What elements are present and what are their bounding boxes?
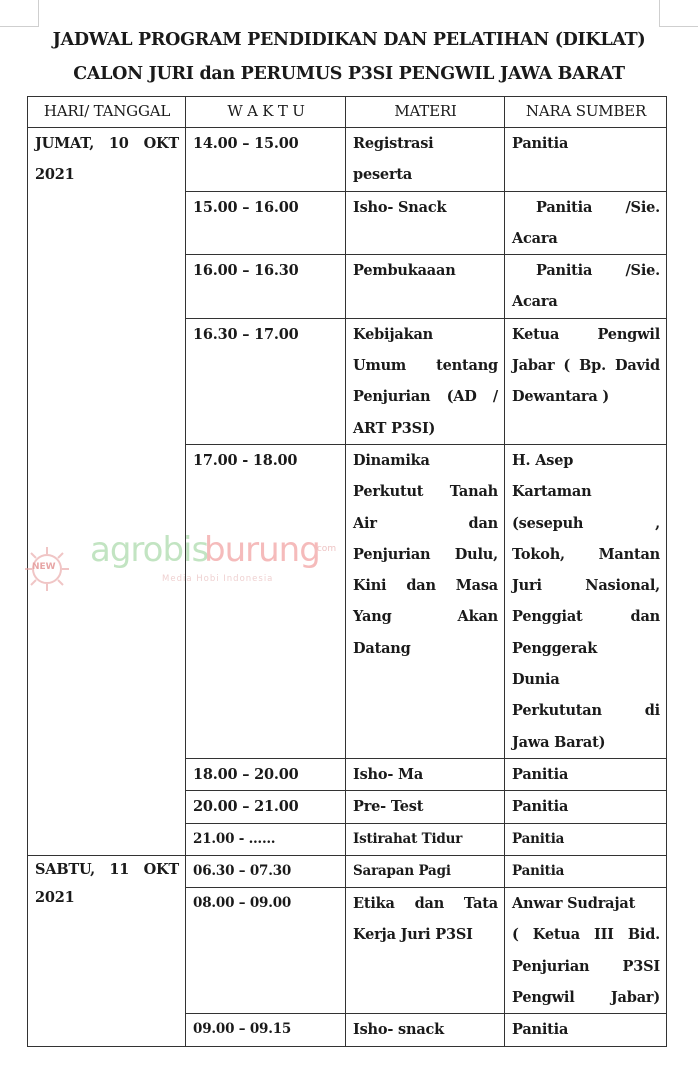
time-cell: 06.30 – 07.30 [186,855,346,887]
time-cell: 20.00 – 21.00 [186,791,346,823]
topic-line: ART P3SI) [353,419,436,437]
topic-line: Registrasi [353,135,434,152]
header-topic: MATERI [346,97,505,128]
time-cell: 18.00 – 20.00 [186,758,346,790]
document-title-line-1: JADWAL PROGRAM PENDIDIKAN DAN PELATIHAN (DIKLAT) [52,30,646,50]
topic-line: Kini dan Masa [353,577,498,595]
topic-line: Penjurian (AD / [353,388,498,406]
speaker-line: Panitia [512,765,569,783]
speaker-line: Panitia [512,862,565,879]
document-title-line-2: CALON JURI dan PERUMUS P3SI PENGWIL JAWA BARAT [73,64,625,84]
topic-line: Perkutut Tanah [353,483,498,501]
time-cell: 16.30 – 17.00 [186,318,346,444]
table-row [28,128,667,192]
speaker-line: Panitia [512,798,569,816]
table-row [28,855,667,887]
speaker-cell [505,255,667,319]
speaker-cell [505,191,667,255]
topic-line: Pembukaaan [353,262,456,280]
speaker-line: Penggerak [512,639,598,657]
table-header-row [28,97,667,128]
speaker-cell [505,1014,667,1046]
speaker-line: ( Ketua III Bid. [512,926,660,944]
topic-cell [346,855,505,887]
topic-cell [346,191,505,255]
speaker-cell [505,791,667,823]
speaker-line: Penggiat dan [512,608,660,626]
speaker-line: Panitia [512,135,569,152]
topic-line: Sarapan Pagi [353,862,451,879]
topic-line: peserta [353,166,413,184]
topic-line: Isho- Snack [353,198,447,216]
day-line: 2021 [35,888,75,906]
speaker-line: Juri Nasional, [512,577,660,595]
time-cell: 21.00 - …… [186,823,346,855]
day-line: JUMAT, 10 OKT [35,135,179,152]
watermark-badge: NEW [32,562,56,572]
topic-line: Dinamika [353,451,430,469]
topic-line: Air dan [353,514,498,532]
day-cell-saturday [28,855,186,1046]
header-time: W A K T U [186,97,346,128]
speaker-line: Acara [512,293,558,311]
speaker-line: H. Asep [512,451,574,469]
topic-cell [346,444,505,758]
header-day: HARI/ TANGGAL [28,97,186,128]
speaker-line: Tokoh, Mantan [512,545,660,563]
day-cell-friday [28,128,186,856]
topic-cell [346,791,505,823]
speaker-cell [505,758,667,790]
topic-cell [346,1014,505,1046]
time-cell: 16.00 – 16.30 [186,255,346,319]
time-cell: 17.00 - 18.00 [186,444,346,758]
watermark-tagline: Media Hobi Indonesia [162,574,274,584]
header-speaker: NARA SUMBER [505,97,667,128]
speaker-line: (sesepuh , [512,514,660,532]
topic-line: Kebijakan [353,325,433,343]
topic-line: Kerja Juri P3SI [353,926,473,944]
speaker-line: Ketua Pengwil [512,325,660,343]
speaker-line: Acara [512,229,558,247]
topic-line: Datang [353,639,411,657]
topic-cell [346,318,505,444]
watermark-agro: agrobis [90,530,209,570]
topic-line: Yang Akan [353,608,498,626]
topic-line: Isho- snack [353,1021,445,1039]
speaker-line: Panitia [512,830,565,847]
speaker-line: Kartaman [512,483,592,501]
speaker-cell [505,128,667,192]
watermark-domain: .com [314,544,337,554]
topic-cell [346,758,505,790]
speaker-line: Panitia /Sie. [536,198,660,216]
day-line: SABTU, 11 OKT [35,860,179,878]
speaker-line: Panitia /Sie. [536,262,660,280]
topic-line: Pre- Test [353,798,424,816]
schedule-table [27,96,667,1047]
speaker-line: Dunia [512,671,560,689]
speaker-line: Dewantara ) [512,388,610,406]
page-corner-right [659,0,698,27]
topic-line: Istirahat Tidur [353,830,463,847]
speaker-cell [505,318,667,444]
speaker-line: Jabar ( Bp. David [512,357,660,375]
time-cell: 15.00 – 16.00 [186,191,346,255]
speaker-line: Perkututan di [512,702,660,720]
topic-line: Isho- Ma [353,765,424,783]
speaker-cell [505,444,667,758]
speaker-line: Pengwil Jabar) [512,989,660,1007]
topic-cell [346,255,505,319]
page-corner-left [0,0,39,27]
time-cell: 14.00 – 15.00 [186,128,346,192]
speaker-line: Panitia [512,1021,569,1039]
speaker-cell [505,855,667,887]
speaker-line: Anwar Sudrajat [512,895,636,913]
speaker-line: Jawa Barat) [512,733,606,751]
topic-line: Penjurian Dulu, [353,545,498,563]
time-cell: 09.00 – 09.15 [186,1014,346,1046]
topic-cell [346,888,505,1014]
day-line: 2021 [35,166,75,184]
speaker-cell [505,823,667,855]
topic-line: Etika dan Tata [353,895,498,913]
topic-cell [346,823,505,855]
time-cell: 08.00 – 09.00 [186,888,346,1014]
speaker-cell [505,888,667,1014]
topic-cell [346,128,505,192]
speaker-line: Penjurian P3SI [512,957,660,975]
topic-line: Umum tentang [353,357,498,375]
watermark-burung: burung [204,530,320,570]
